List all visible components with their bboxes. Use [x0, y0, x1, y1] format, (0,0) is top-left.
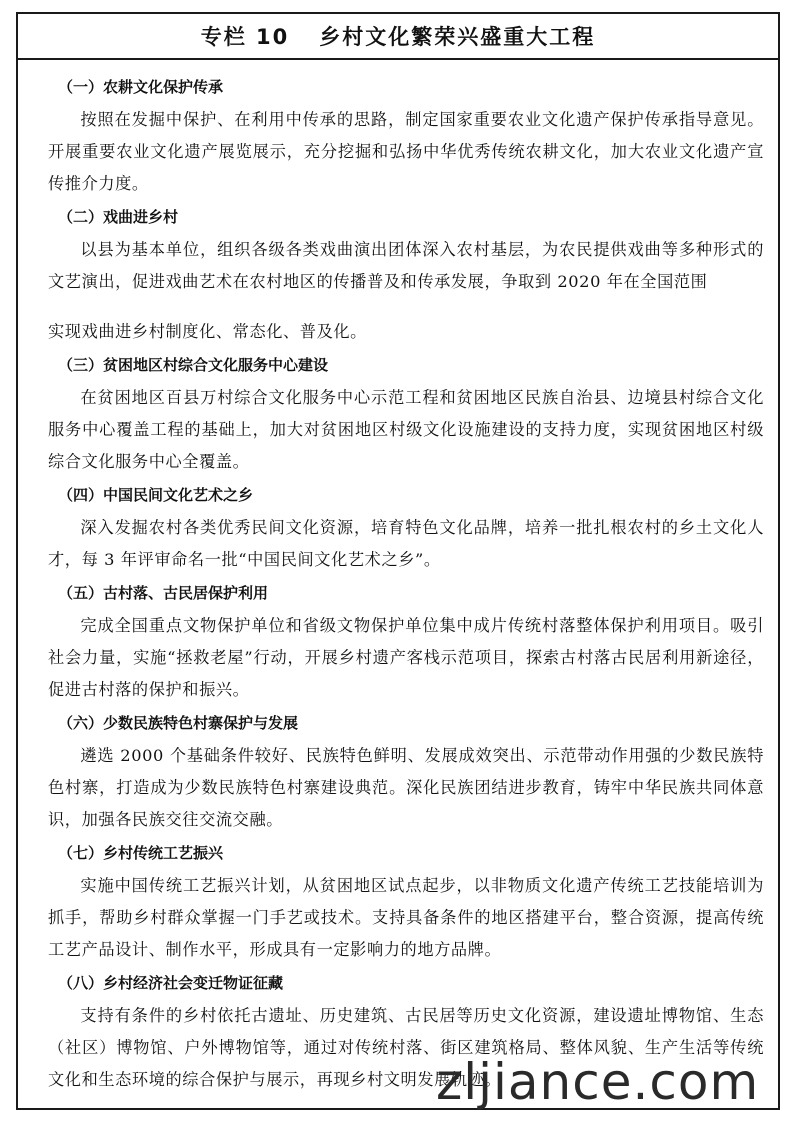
section-heading: （七）乡村传统工艺振兴	[58, 844, 224, 862]
section-heading: （八）乡村经济社会变迁物证征藏	[58, 974, 284, 992]
box-label: 专栏 10	[200, 25, 290, 49]
section-text-continued: 实现戏曲进乡村制度化、常态化、普及化。	[48, 322, 367, 341]
section-heading: （五）古村落、古民居保护利用	[58, 584, 269, 602]
feature-box	[16, 12, 780, 1110]
box-title: 乡村文化繁荣兴盛重大工程	[319, 25, 596, 49]
section-text: 按照在发掘中保护、在利用中传承的思路，制定国家重要农业文化遗产保护传承指导意见。开展重要农业文化遗产展览展示，充分挖掘和弘扬中华优秀传统农耕文化，加大农业文化遗产宣传推介力度。	[48, 110, 764, 193]
section-heading: （六）少数民族特色村寨保护与发展	[58, 714, 299, 732]
watermark: zljiance.com	[436, 1053, 760, 1111]
section-5	[48, 582, 764, 706]
section-6	[48, 712, 764, 836]
section-7	[48, 842, 764, 966]
box-title-bar	[18, 14, 778, 60]
section-text: 支持有条件的乡村依托古遗址、历史建筑、古民居等历史文化资源，建设遗址博物馆、生态（社区）博物馆、户外博物馆等，通过对传统村落、街区建筑格局、整体风貌、生产生活等传统文化和生态环境的综合保护与展示，再现乡村文明发展轨迹。	[48, 1006, 764, 1089]
section-heading: （一）农耕文化保护传承	[58, 78, 224, 96]
section-heading: （四）中国民间文化艺术之乡	[58, 486, 254, 504]
section-text: 在贫困地区百县万村综合文化服务中心示范工程和贫困地区民族自治县、边境县村综合文化服务中心覆盖工程的基础上，加大对贫困地区村级文化设施建设的支持力度，实现贫困地区村级综合文化服务中心全覆盖。	[48, 388, 764, 471]
box-content	[18, 60, 778, 1096]
section-1	[48, 76, 764, 200]
section-heading: （二）戏曲进乡村	[58, 208, 179, 226]
section-text: 实施中国传统工艺振兴计划，从贫困地区试点起步，以非物质文化遗产传统工艺技能培训为抓手，帮助乡村群众掌握一门手艺或技术。支持具备条件的地区搭建平台，整合资源，提高传统工艺产品设计、制作水平，形成具有一定影响力的地方品牌。	[48, 876, 764, 959]
section-2	[48, 206, 764, 348]
section-text: 深入发掘农村各类优秀民间文化资源，培育特色文化品牌，培养一批扎根农村的乡土文化人才，每 3 年评审命名一批“中国民间文化艺术之乡”。	[48, 518, 764, 569]
section-text: 以县为基本单位，组织各级各类戏曲演出团体深入农村基层，为农民提供戏曲等多种形式的文艺演出，促进戏曲艺术在农村地区的传播普及和传承发展，争取到 2020 年在全国范围	[48, 240, 764, 291]
section-heading: （三）贫困地区村综合文化服务中心建设	[58, 356, 329, 374]
section-4	[48, 484, 764, 576]
section-text: 遴选 2000 个基础条件较好、民族特色鲜明、发展成效突出、示范带动作用强的少数民族特色村寨，打造成为少数民族特色村寨建设典范。深化民族团结进步教育，铸牢中华民族共同体意识，加强各民族交往交流交融。	[48, 746, 764, 829]
section-text: 完成全国重点文物保护单位和省级文物保护单位集中成片传统村落整体保护利用项目。吸引社会力量，实施“拯救老屋”行动，开展乡村遗产客栈示范项目，探索古村落古民居利用新途径，促进古村落的保护和振兴。	[48, 616, 764, 699]
section-3	[48, 354, 764, 478]
